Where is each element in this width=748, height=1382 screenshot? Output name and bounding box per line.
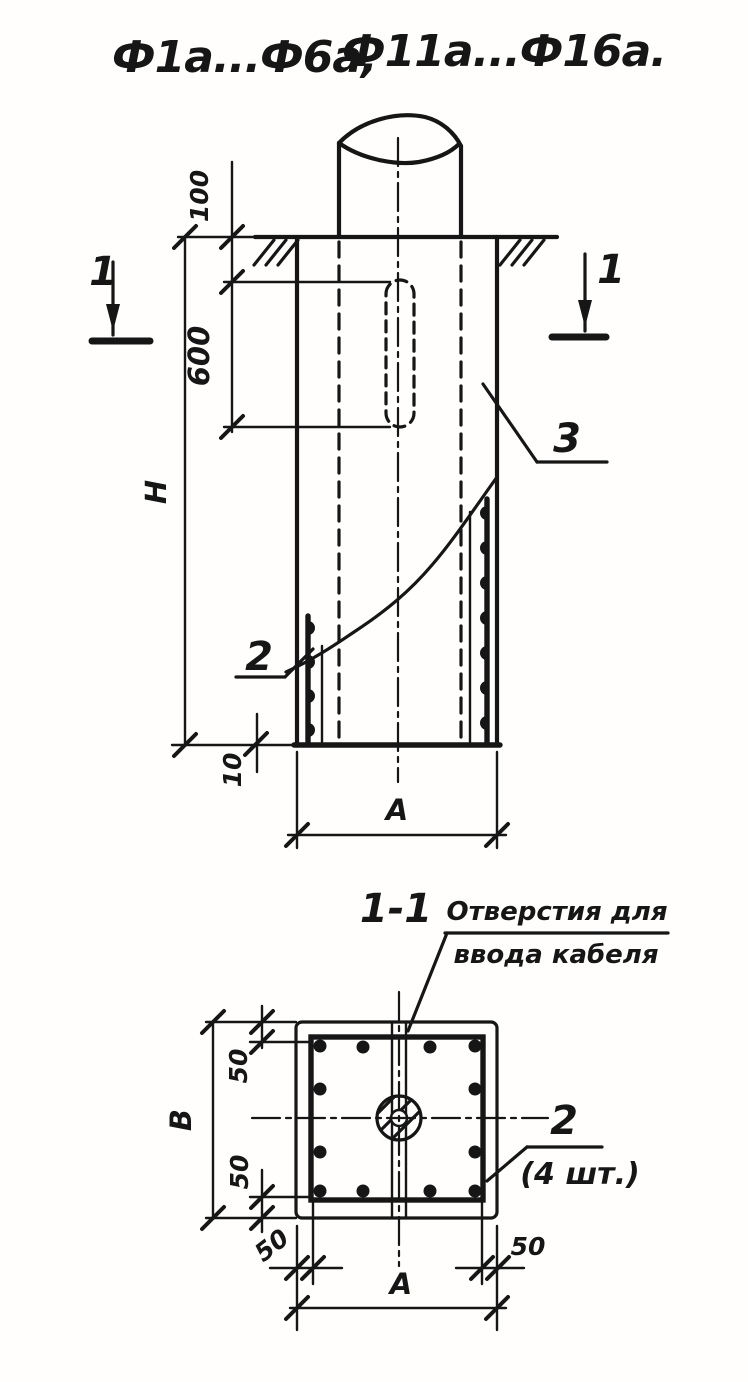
- cable-slot-hidden: [386, 280, 414, 427]
- drawing-title: [112, 26, 666, 83]
- hidden-column-lines: [339, 242, 461, 740]
- dim-100-600: [182, 162, 390, 438]
- section-cut-mark-right: [552, 247, 625, 337]
- dim-50-top-label: 50: [224, 1048, 253, 1084]
- callout-line2: ввода кабеля: [453, 940, 659, 970]
- pos2-qty-label: (4 шт.): [520, 1157, 640, 1192]
- section-title: 1-1: [359, 886, 433, 932]
- dim-A-elev-label: А: [385, 793, 409, 827]
- rebar-left: [308, 616, 315, 742]
- dim-A-section-label: А: [389, 1267, 413, 1301]
- dim-50-top: [224, 1006, 311, 1083]
- break-line: [286, 477, 497, 672]
- column-stub: [339, 115, 461, 237]
- pos-label-2-elevation: [236, 634, 313, 680]
- dim-600-label: 600: [182, 325, 216, 387]
- elevation-view: [89, 115, 625, 848]
- cut-arrow-right: [578, 300, 592, 327]
- break-line-and-interior: [286, 477, 497, 742]
- dim-10: [172, 714, 296, 787]
- dim-50-right: [456, 1202, 545, 1284]
- cut-mark-left-label: 1: [89, 249, 117, 295]
- pos3-label: 3: [553, 416, 581, 462]
- pos2-section-label: 2: [550, 1098, 578, 1144]
- dim-50-bottom-label: 50: [225, 1154, 254, 1190]
- title-marks-left: Ф1а...Ф6а,: [112, 32, 377, 83]
- cut-arrow-left: [106, 304, 120, 331]
- section-cut-mark-left: [89, 249, 150, 341]
- pos-label-3-elevation: [483, 384, 607, 462]
- cut-mark-right-label: 1: [597, 247, 625, 293]
- dim-H-label: Н: [139, 479, 173, 505]
- dim-B-label: В: [164, 1108, 198, 1132]
- dim-100-label: 100: [185, 169, 214, 223]
- section-view: [164, 886, 668, 1330]
- dim-H: [139, 226, 196, 756]
- dim-50-bottom: [225, 1155, 311, 1232]
- dim-10-label: 10: [218, 752, 247, 788]
- dim-A-elevation: [286, 752, 508, 848]
- dim-50-left-label: 50: [249, 1223, 295, 1268]
- ground-hatch-left: [254, 240, 298, 265]
- rebar-right: [480, 499, 487, 742]
- callout-line1: Отверстия для: [446, 897, 668, 927]
- title-marks-right: Ф11а...Ф16а.: [342, 26, 666, 77]
- ground-line: [178, 237, 557, 265]
- pos2-label: 2: [245, 634, 273, 680]
- cable-holes-callout: [408, 897, 668, 1031]
- ground-hatch-right: [500, 240, 544, 265]
- pos-label-2-section: [487, 1098, 640, 1192]
- dim-50-right-label: 50: [510, 1232, 546, 1261]
